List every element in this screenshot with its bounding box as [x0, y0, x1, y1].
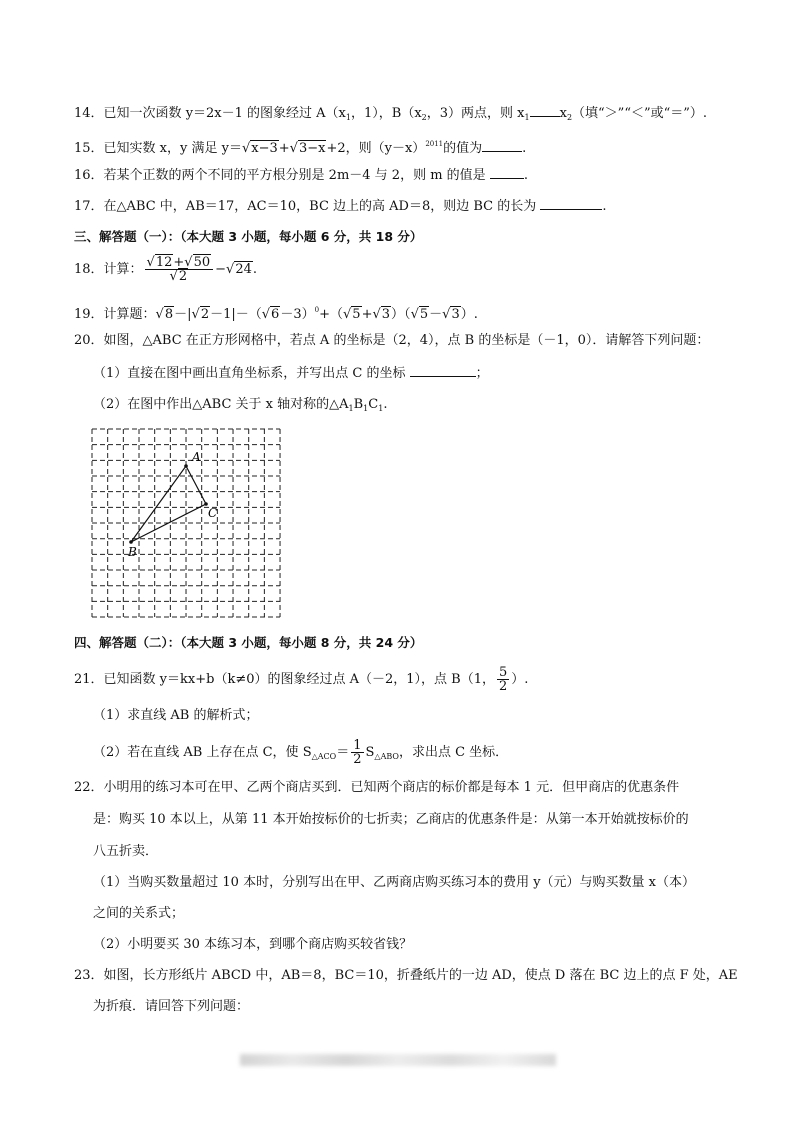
answer-blank[interactable]: [482, 139, 522, 152]
question-16: 16．若某个正数的两个不同的平方根分别是 2m－4 与 2，则 m 的值是 .: [74, 168, 528, 183]
question-14: 14．已知一次函数 y＝2x－1 的图象经过 $A(x_1$，1），$B(x_2$，3）两点，则 $x_1$ $x_2$（填“＞”“＜”或“＝”）.: [74, 106, 708, 122]
question-21-part-2: （2）若在直线 AB 上存在点 C，使 $S_{\triangle ACO}=$ $\frac{1}{2}$ $S_{\triangle ABO}$，求出点 C 坐标．: [93, 738, 509, 767]
answer-blank[interactable]: [530, 104, 560, 117]
question-22-part-1-cont: 之间的关系式；: [93, 906, 185, 921]
question-21: 21．已知函数 y＝kx+b（k≠0）的图象经过点 A（－2，1），点 B（1， $\frac{5}{2}$ ）.: [74, 665, 529, 694]
question-20: 20．如图，△ABC 在正方形网格中，若点 A 的坐标是（2，4），点 B 的坐标是（－1，0）．请解答下列问题：: [74, 333, 710, 348]
section-4-heading: 四、解答题（二）：（本大题 3 小题，每小题 8 分，共 24 分）: [74, 635, 423, 650]
question-22-part-1: （1）当购买数量超过 10 本时，分别写出在甲、乙两商店购买练习本的费用 y（元）与购买数量 x（本）: [93, 875, 696, 890]
answer-blank[interactable]: [540, 197, 602, 210]
footer-watermark: [240, 1054, 556, 1066]
triangle-abc: [131, 466, 206, 542]
question-20-part-2: （2）在图中作出△ABC 关于 x 轴对称的$\triangle A_1B_1C_1$.: [93, 397, 388, 413]
point-b: [129, 540, 133, 544]
square-grid-figure: [88, 425, 284, 621]
label-b: B: [128, 545, 137, 559]
question-22-part-2: （2）小明要买 30 本练习本，到哪个商店购买较省钱？: [93, 937, 413, 952]
answer-blank[interactable]: [410, 364, 476, 377]
question-22-line-3: 八五折卖．: [93, 844, 159, 859]
question-21-part-1: （1）求直线 AB 的解析式；: [93, 708, 259, 723]
question-15: 15．已知实数 x，y 满足 y＝√x−3+√3−x+2，则$(y-x)^{2011}$的值为 .: [74, 140, 527, 156]
question-20-part-1: （1）直接在图中画出直角坐标系，并写出点 C 的坐标 ；: [93, 366, 489, 381]
question-22-line-1: 22．小明用的练习本可在甲、乙两个商店买到．已知两个商店的标价都是每本 1 元．但甲商店的优惠条件: [74, 780, 680, 795]
question-22-line-2: 是：购买 10 本以上，从第 11 本开始按标价的七折卖；乙商店的优惠条件是：从第一本开始就按标价的: [93, 812, 689, 827]
section-3-heading: 三、解答题（一）：（本大题 3 小题，每小题 6 分，共 18 分）: [74, 229, 423, 244]
question-23-line-2: 为折痕．请回答下列问题：: [93, 999, 250, 1014]
label-c: C: [208, 506, 218, 520]
question-17: 17．在△ABC 中，AB＝17，AC＝10，BC 边上的高 AD＝8，则边 BC 的长为 .: [74, 199, 607, 214]
point-a: [184, 464, 188, 468]
question-19: 19．计算题：$√8-|√2-1|-(√6-3)^0+(√5+√3)(√5-√3)$.: [74, 306, 478, 322]
answer-blank[interactable]: [490, 166, 524, 179]
question-18: 18．计算： $\frac{√12+√50}{√2}$ −√24.: [74, 255, 258, 284]
label-a: A: [192, 450, 201, 464]
question-23-line-1: 23．如图，长方形纸片 ABCD 中，AB＝8，BC＝10，折叠纸片的一边 AD，使点 D 落在 BC 边上的点 F 处，AE: [74, 968, 738, 983]
